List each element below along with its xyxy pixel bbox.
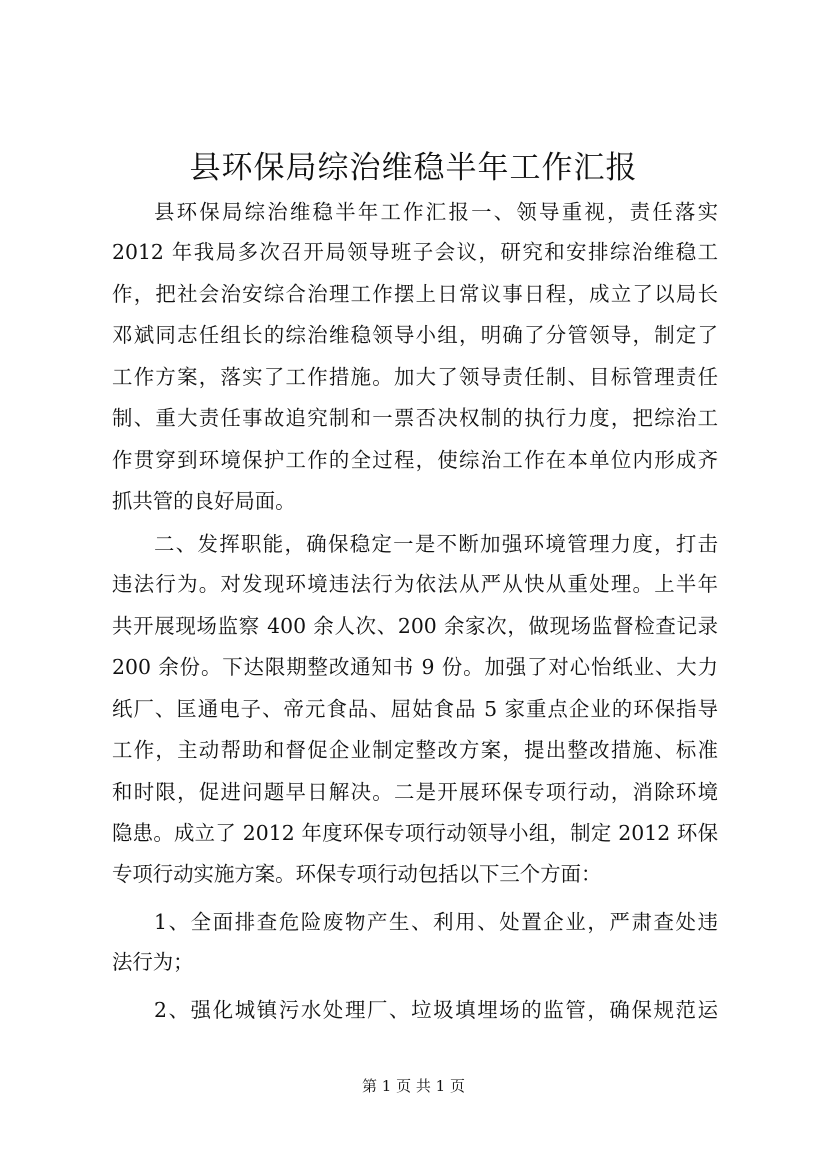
body-line: 工作方案，落实了工作措施。加大了领导责任制、目标管理责任 xyxy=(112,365,718,389)
body-line: 作贯穿到环境保护工作的全过程，使综治工作在本单位内形成齐 xyxy=(112,448,718,472)
body-line: 违法行为。对发现环境违法行为依法从严从快从重处理。上半年 xyxy=(112,572,718,596)
body-line: 抓共管的良好局面。 xyxy=(112,489,296,513)
body-line: 邓斌同志任组长的综治维稳领导小组，明确了分管领导，制定了 xyxy=(112,323,718,347)
body-line: 专项行动实施方案。环保专项行动包括以下三个方面： xyxy=(112,862,602,886)
body-line: 工作，主动帮助和督促企业制定整改方案，提出整改措施、标准 xyxy=(112,738,718,762)
body-line: 县环保局综治维稳半年工作汇报一、领导重视，责任落实 xyxy=(154,200,718,224)
body-line: 纸厂、匡通电子、帝元食品、屈姑食品 5 家重点企业的环保指导 xyxy=(112,697,718,721)
body-line: 隐患。成立了 2012 年度环保专项行动领导小组，制定 2012 环保 xyxy=(112,821,718,845)
body-line: 和时限，促进问题早日解决。二是开展环保专项行动，消除环境 xyxy=(112,780,718,804)
body-line: 共开展现场监察 400 余人次、200 余家次，做现场监督检查记录 xyxy=(112,614,718,638)
page-number: 第 1 页 共 1 页 xyxy=(362,1077,465,1095)
body-line: 制、重大责任事故追究制和一票否决权制的执行力度，把综治工 xyxy=(112,406,718,430)
body-line: 法行为； xyxy=(112,950,194,974)
body-line: 2、强化城镇污水处理厂、垃圾填埋场的监管，确保规范运 xyxy=(154,998,718,1022)
body-line: 作，把社会治安综合治理工作摆上日常议事日程，成立了以局长 xyxy=(112,282,718,306)
body-line: 1、全面排查危险废物产生、利用、处置企业，严肃查处违 xyxy=(154,910,718,934)
body-line: 200 余份。下达限期整改通知书 9 份。加强了对心怡纸业、大力 xyxy=(112,655,718,679)
body-line: 二、发挥职能，确保稳定一是不断加强环境管理力度，打击 xyxy=(154,532,718,556)
body-line: 2012 年我局多次召开局领导班子会议，研究和安排综治维稳工 xyxy=(112,240,718,264)
document-title: 县环保局综治维稳半年工作汇报 xyxy=(189,150,638,186)
